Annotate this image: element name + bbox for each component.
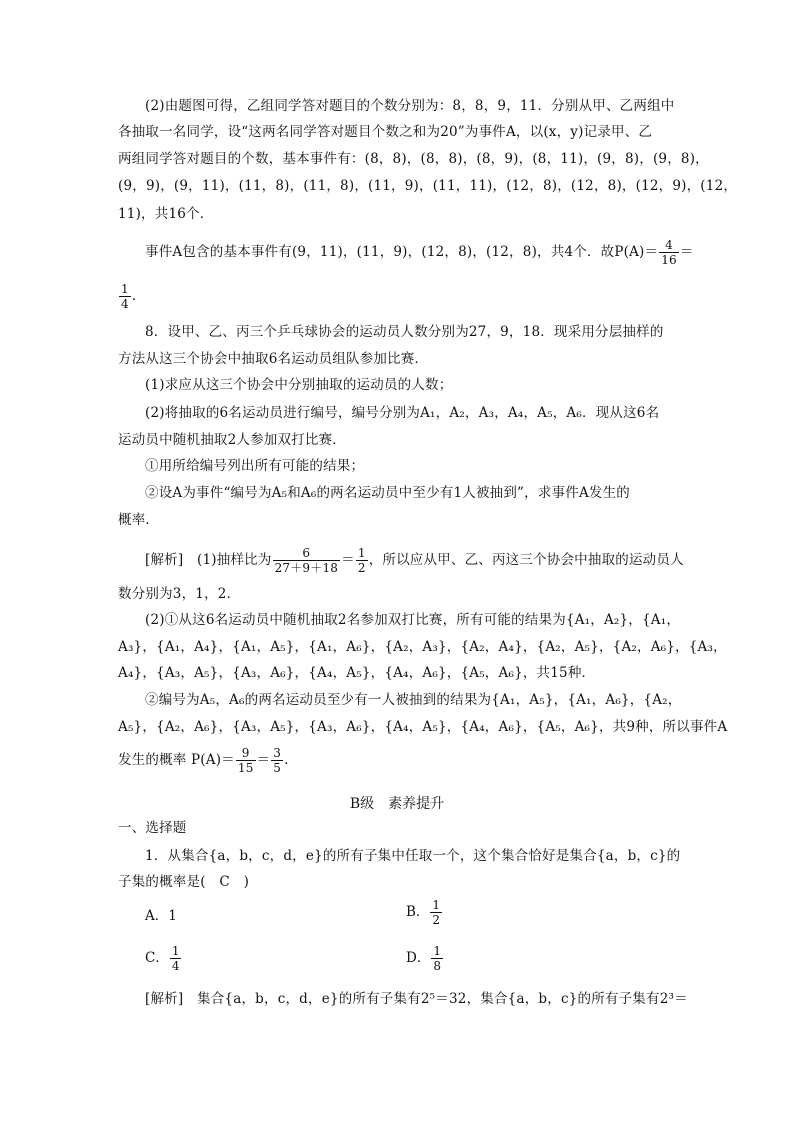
option-label: D． — [406, 950, 431, 966]
text-line: 子集的概率是( C ) — [118, 874, 250, 890]
fraction — [659, 238, 679, 267]
text-line: ①用所给编号列出所有可能的结果； — [145, 458, 365, 474]
text-segment: . — [284, 752, 289, 768]
option-a: A．1 — [145, 908, 177, 924]
part-heading: 一、选择题 — [118, 820, 187, 836]
text-line: (2)①从这6名运动员中随机抽取2名参加双打比赛，所有可能的结果为{A₁，A₂}，{A₁， — [145, 612, 681, 628]
fraction — [430, 898, 442, 927]
text-line-with-fraction — [118, 282, 678, 311]
fraction-numerator: 1 — [357, 546, 366, 560]
text-segment: . — [131, 288, 137, 304]
text-line: A₃}，{A₁，A₄}，{A₁，A₅}，{A₁，A₆}，{A₂，A₃}，{A₂，A₄}，{A₂，A₅}，{A₂，A₆}，{A₃， — [118, 639, 727, 655]
text-line: 概率． — [118, 512, 160, 528]
text-segment: 事件A包含的基本事件有(9，11)，(11，9)，(12，8)，(12，8)，共4个．故P(A)＝ — [145, 244, 659, 260]
text-line-with-fraction — [145, 238, 705, 267]
question-8-line: 8．设甲、乙、丙三个乒乓球协会的运动员人数分别为27，9，18．现采用分层抽样的 — [145, 324, 664, 340]
text-line: A₅}，{A₂，A₆}，{A₃，A₅}，{A₃，A₆}，{A₄，A₅}，{A₄，A₆}，{A₅，A₆}，共9种，所以事件A — [118, 719, 728, 735]
text-segment: ＝ — [256, 752, 271, 768]
fraction — [273, 546, 341, 575]
text-line: A₄}，{A₃，A₅}，{A₃，A₆}，{A₄，A₅}，{A₄，A₆}，{A₅，A₆}，共15种． — [118, 665, 596, 681]
fraction-denominator: 2 — [432, 913, 441, 927]
text-segment: ＝ — [679, 244, 694, 260]
text-line: ②编号为A₅，A₆的两名运动员至少有一人被抽到的结果为{A₁，A₅}，{A₁，A₆}，{A₂， — [145, 692, 682, 708]
fraction-denominator: 4 — [121, 297, 129, 311]
fraction — [236, 746, 256, 775]
option-b — [406, 898, 443, 927]
fraction-numerator: 3 — [273, 746, 282, 760]
fraction — [119, 282, 131, 311]
fraction-numerator: 1 — [432, 898, 441, 912]
fraction — [356, 546, 368, 575]
text-line: 运动员中随机抽取2人参加双打比赛． — [118, 432, 346, 448]
fraction — [170, 944, 182, 973]
fraction-numerator: 1 — [121, 282, 129, 296]
fraction-denominator: 16 — [661, 253, 677, 267]
fraction — [431, 944, 443, 973]
option-label: C． — [145, 950, 169, 966]
question-1-line: 1．从集合{a，b，c，d，e}的所有子集中任取一个，这个集合恰好是集合{a，b，c}的 — [145, 848, 681, 864]
text-segment: ，所以应从甲、乙、丙这三个协会中抽取的运动员人 — [368, 552, 684, 568]
text-line: 方法从这三个协会中抽取6名运动员组队参加比赛． — [118, 351, 429, 367]
solution-line-with-fraction — [145, 546, 705, 575]
fraction-numerator: 1 — [171, 944, 180, 958]
fraction-denominator: 4 — [171, 959, 180, 973]
fraction-denominator: 27＋9＋18 — [274, 561, 339, 575]
text-line: 两组同学答对题目的个数，基本事件有：(8，8)，(8，8)，(8，9)，(8，11)，(9，8)，(9，8)， — [118, 151, 709, 167]
text-segment: 发生的概率 P(A)＝ — [118, 752, 235, 768]
text-line: 11)，共16个． — [118, 206, 214, 222]
section-heading: B级 素养提升 — [349, 796, 445, 812]
text-line: 各抽取一名同学，设“这两名同学答对题目个数之和为20”为事件A，以(x，y)记录甲、乙 — [118, 124, 653, 140]
text-line: ②设A为事件“编号为A₅和A₆的两名运动员中至少有1人被抽到”，求事件A发生的 — [145, 485, 631, 501]
fraction-numerator: 1 — [433, 944, 441, 958]
text-line: (1)求应从这三个协会中分别抽取的运动员的人数； — [145, 377, 453, 393]
option-label: B． — [406, 904, 430, 920]
fraction-numerator: 6 — [273, 546, 341, 561]
fraction-denominator: 15 — [237, 761, 254, 775]
option-d — [406, 944, 444, 973]
fraction-numerator: 4 — [659, 238, 679, 253]
text-line: (2)将抽取的6名运动员进行编号，编号分别为A₁，A₂，A₃，A₄，A₅，A₆．现从这6名 — [145, 405, 660, 421]
fraction-denominator: 5 — [273, 761, 282, 775]
fraction-numerator: 9 — [236, 746, 256, 761]
text-segment: [解析] (1)抽样比为 — [145, 552, 272, 568]
text-line: (2)由题图可得，乙组同学答对题目的个数分别为：8，8，9，11．分别从甲、乙两组中 — [145, 98, 675, 114]
fraction-denominator: 2 — [357, 561, 366, 575]
text-line: (9，9)，(9，11)，(11，8)，(11，8)，(11，9)，(11，11)，(12，8)，(12，8)，(12，9)，(12， — [118, 178, 738, 194]
text-segment: ＝ — [341, 552, 355, 568]
fraction-denominator: 8 — [433, 959, 441, 973]
fraction — [271, 746, 283, 775]
text-line-with-fraction — [118, 746, 678, 775]
option-c — [145, 944, 182, 973]
text-line: 数分别为3，1，2． — [118, 586, 241, 602]
text-line: [解析] 集合{a，b，c，d，e}的所有子集有2⁵＝32，集合{a，b，c}的所有子集有2³＝ — [145, 991, 688, 1007]
